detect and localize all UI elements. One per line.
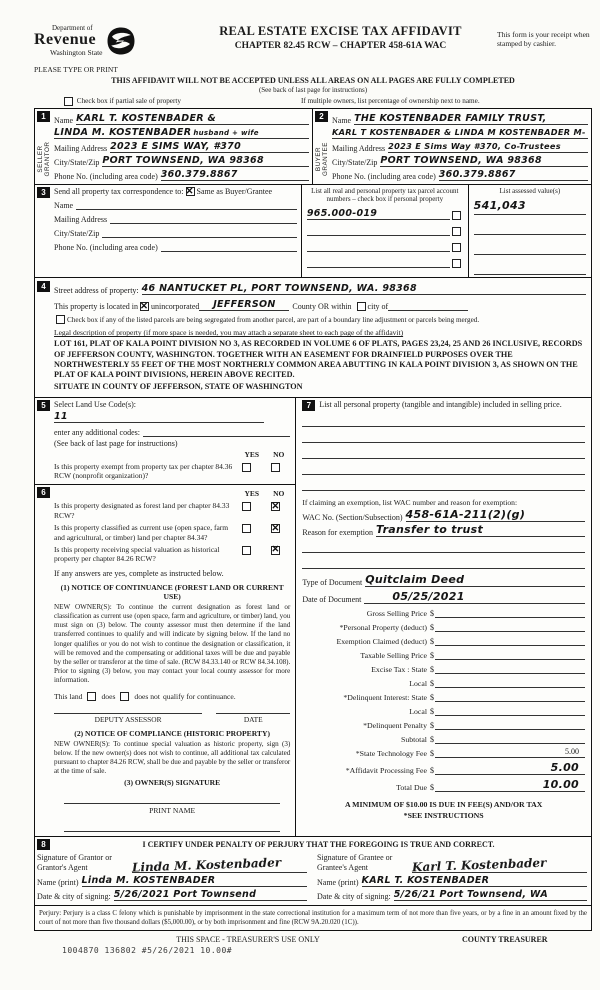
county-field[interactable]: JEFFERSON — [199, 299, 289, 311]
this-land-label: This land — [54, 691, 83, 701]
seller-mailing-label: Mailing Address — [54, 144, 108, 153]
wac-no-label: WAC No. (Section/Subsection) — [302, 512, 403, 522]
corr-city-field[interactable] — [102, 226, 297, 238]
grantee-signature-field[interactable]: Karl T. Kostenbader — [412, 858, 587, 873]
buyer-phone-field[interactable]: 360.379.8867 — [439, 169, 588, 181]
grantee-signature-block — [317, 852, 587, 900]
cashier-stamp: 1004870 136802 #5/26/2021 10.00# — [62, 946, 233, 955]
fee-row — [302, 747, 585, 758]
fee-amount-field[interactable] — [435, 677, 585, 688]
assessed-value-field[interactable] — [474, 259, 586, 275]
grantor-signature-field[interactable]: Linda M. Kostenbader — [132, 858, 307, 873]
section-3-badge: 3 — [37, 187, 50, 198]
fee-row — [302, 649, 585, 660]
assessed-value-field[interactable] — [474, 239, 586, 255]
fee-amount-field[interactable] — [435, 607, 585, 618]
personal-property-checkbox[interactable] — [452, 259, 461, 268]
buyer-section — [313, 109, 591, 184]
fee-label: Excise Tax : State — [371, 664, 427, 674]
personal-property-checkbox[interactable] — [452, 211, 461, 220]
fee-label: Taxable Selling Price — [360, 650, 427, 660]
section-1-badge: 1 — [37, 111, 50, 122]
segregated-checkbox[interactable] — [56, 315, 65, 324]
question-yes-checkbox[interactable] — [242, 524, 251, 533]
exempt-yes-checkbox[interactable] — [242, 463, 251, 472]
form-subtitle: CHAPTER 82.45 RCW – CHAPTER 458-61A WAC — [234, 41, 447, 51]
owners-signature-heading: (3) OWNER(S) SIGNATURE — [124, 778, 221, 788]
question-no-checkbox[interactable] — [271, 524, 280, 533]
fee-row — [302, 607, 585, 618]
partial-sale-checkbox[interactable] — [64, 97, 73, 106]
deputy-assessor-line[interactable]: DEPUTY ASSESSOR — [54, 713, 202, 724]
grantee-sig-label: Signature of Grantee or Grantee's Agent — [317, 853, 393, 873]
county-treasurer-label: COUNTY TREASURER — [462, 935, 548, 945]
land-use-code-section — [35, 398, 295, 486]
parcel-number-field[interactable] — [307, 240, 450, 252]
fee-label: Subtotal — [400, 734, 427, 744]
grantee-name-print-label: Name (print) — [317, 877, 359, 887]
property-address-section — [35, 278, 591, 397]
parcel-number-field[interactable]: 965.000-019 — [307, 208, 450, 220]
section-2-badge: 2 — [315, 111, 328, 122]
no-header: NO — [273, 449, 285, 459]
legal-description-label: Legal description of property (if more space is needed, you may attach a separate sheet to each page of the affidavit) — [54, 328, 404, 338]
corr-name-field[interactable] — [76, 198, 297, 210]
perjury-statute-note: Perjury: Perjury is a class C felony which is punishable by imprisonment in the state correctional institution for a maximum term of not more than five years, or by a fine in an amount fixed by the court of not more than five thousand dollars ($5,000.00), or by both imprisonment and fine (RCW 9A.20.020 (1C)). — [35, 905, 591, 931]
fee-label: *State Technology Fee — [355, 748, 427, 758]
corr-mailing-field[interactable] — [110, 212, 297, 224]
city-of-field[interactable] — [388, 299, 468, 311]
land-use-title: Select Land Use Code(s): — [54, 399, 136, 409]
unincorporated-checkbox[interactable] — [140, 302, 149, 311]
street-address-field[interactable]: 46 NANTUCKET PL, PORT TOWNSEND, WA. 98368 — [142, 283, 586, 295]
fee-label: Exemption Claimed (deduct) — [336, 636, 427, 646]
if-yes-note: If any answers are yes, complete as instructed below. — [54, 568, 224, 578]
type-of-document-field[interactable]: Quitclaim Deed — [365, 573, 585, 587]
buyer-name-field-2[interactable]: KARL T KOSTENBADER & LINDA M KOSTENBADER M- — [332, 127, 588, 139]
additional-codes-label: enter any additional codes: — [54, 427, 140, 437]
does-not-checkbox[interactable] — [120, 692, 129, 701]
corr-phone-label: Phone No. (including area code) — [54, 243, 158, 252]
classification-question-row — [54, 501, 290, 520]
print-name-line[interactable] — [64, 819, 280, 832]
seller-mailing-field[interactable]: 2023 E SIMS WAY, #370 — [110, 141, 309, 153]
see-back-note-2: (See back of last page for instructions) — [54, 438, 178, 448]
segregated-label: Check box if any of the listed parcels are being segregated from another parcel, are part of a boundary line adjustment or parcels being merged. — [67, 316, 480, 325]
additional-codes-field[interactable] — [143, 425, 290, 437]
reason-exemption-field[interactable]: Transfer to trust — [376, 523, 585, 537]
legal-description-text: LOT 161, PLAT OF KALA POINT DIVISION NO 3, AS RECORDED IN VOLUME 6 OF PLATS, PAGES 23,24, 25 AND 26 INCLUSIVE, RECORDS OF JEFFERSON COUNTY, WASHINGTON. TOGETHER WITH AN EASEMENT FOR DRAINFIELD PURPOSES OVER THE NORTHWESTERLY 55 FEET OF THE MOST NORTHERLY COMMON AREA ABUTTING IN KALA POINT DIVISION 3, AS SHOWN ON THE PLAT OF KALA POINT DIVISIONS, HEREIN ABOVE RECITED. — [54, 339, 583, 380]
personal-property-line[interactable] — [302, 447, 585, 459]
seller-section — [35, 109, 313, 184]
buyer-mailing-label: Mailing Address — [332, 144, 386, 153]
classification-question: Is this property receiving special valuation as historical property per chapter 84.26 RCW? — [54, 544, 220, 564]
assessed-header: List assessed value(s) — [499, 187, 561, 195]
seller-name-annotation: husband + wife — [193, 129, 259, 137]
please-type-or-print: PLEASE TYPE OR PRINT — [34, 65, 118, 74]
question-no-checkbox[interactable] — [271, 546, 280, 555]
personal-property-checkbox[interactable] — [452, 227, 461, 236]
buyer-city-field[interactable]: PORT TOWNSEND, WA 98368 — [380, 155, 588, 167]
dollar-sign: $ — [429, 636, 434, 646]
personal-property-line[interactable] — [302, 479, 585, 491]
seller-grantor-label: SELLER GRANTOR — [37, 141, 52, 177]
section-5-badge: 5 — [37, 400, 50, 411]
dept-of-label: Department of — [52, 24, 93, 32]
assessed-values-column — [469, 185, 591, 277]
fee-row — [302, 733, 585, 744]
revenue-wordmark: Revenue — [34, 31, 97, 48]
grantee-date-city-field[interactable]: 5/26/21 Port Townsend, WA — [394, 889, 587, 901]
dollar-sign: $ — [429, 608, 434, 618]
classification-question-row — [54, 545, 290, 564]
compliance-text: NEW OWNER(S): To continue special valuation as historic property, sign (3) below. If the new owner(s) does not wish to continue, all additional tax calculated pursuant to chapter 84.26 RCW, shall be due and payable by the seller or transferor at the time of sale. — [54, 739, 291, 776]
seller-name-label: Name — [54, 116, 74, 125]
assessed-value-field[interactable]: 541,043 — [474, 199, 586, 215]
buyer-phone-label: Phone No. (including area code) — [332, 172, 436, 181]
reason-exemption-label: Reason for exemption — [302, 527, 373, 537]
see-instructions-note: *SEE INSTRUCTIONS — [403, 810, 484, 820]
partial-sale-label: Check box if partial sale of property — [76, 97, 181, 106]
located-in-label: This property is located in — [54, 302, 138, 312]
seller-phone-label: Phone No. (including area code) — [54, 172, 158, 181]
date-of-document-field[interactable]: 05/25/2021 — [364, 590, 585, 604]
date-of-document-label: Date of Document — [302, 594, 362, 604]
revenue-swirl-logo-icon — [106, 26, 136, 56]
fee-row — [302, 691, 585, 702]
dollar-sign: $ — [429, 664, 434, 674]
dollar-sign: $ — [429, 734, 434, 744]
owners-signature-line[interactable] — [64, 791, 280, 804]
perjury-certification: I CERTIFY UNDER PENALTY OF PERJURY THAT THE FOREGOING IS TRUE AND CORRECT. — [142, 840, 495, 850]
classification-question: Is this property classified as current use (open space, farm and agricultural, or timber) land per chapter 84.34? — [54, 523, 229, 542]
grantor-signature-block — [37, 852, 307, 900]
fee-label: Gross Selling Price — [366, 608, 427, 618]
completion-warning: THIS AFFIDAVIT WILL NOT BE ACCEPTED UNLESS ALL AREAS ON ALL PAGES ARE FULLY COMPLETED — [111, 76, 515, 85]
seller-name-field[interactable]: KARL T. KOSTENBADER & — [76, 113, 309, 125]
same-as-buyer-label: Same as Buyer/Grantee — [196, 187, 273, 196]
fee-amount-field[interactable] — [435, 663, 585, 674]
does-checkbox[interactable] — [87, 692, 96, 701]
personal-property-line[interactable] — [302, 431, 585, 443]
parcel-row — [307, 240, 463, 252]
exempt-no-checkbox[interactable] — [271, 463, 280, 472]
grantor-date-city-field[interactable]: 5/26/2021 Port Townsend — [114, 889, 307, 901]
tax-correspondence-section — [35, 185, 591, 278]
fee-row — [302, 761, 585, 775]
buyer-city-label: City/State/Zip — [332, 158, 378, 167]
grantee-name-print-field[interactable]: KARL T. KOSTENBADER — [362, 875, 587, 887]
fee-amount-field[interactable] — [435, 691, 585, 702]
buyer-grantee-label: BUYER GRANTEE — [315, 142, 330, 176]
exemption-extra-line[interactable] — [302, 557, 585, 569]
dollar-sign: $ — [429, 678, 434, 688]
treasurer-use-only-label: THIS SPACE - TREASURER'S USE ONLY — [176, 935, 320, 945]
seller-name-field-2[interactable]: LINDA M. KOSTENBADER husband + wife — [54, 127, 309, 139]
dollar-sign: $ — [429, 748, 434, 758]
form-title: REAL ESTATE EXCISE TAX AFFIDAVIT — [219, 24, 462, 38]
minimum-due-note: A MINIMUM OF $10.00 IS DUE IN FEE(S) AND/OR TAX — [344, 799, 543, 809]
dor-logo-block — [34, 24, 184, 74]
certification-section — [35, 837, 591, 904]
fee-amount-field[interactable]: 5.00 — [435, 761, 585, 775]
no-header-2: NO — [273, 489, 285, 499]
seller-phone-field[interactable]: 360.379.8867 — [161, 169, 309, 181]
section-7-badge: 7 — [302, 400, 315, 411]
corr-city-label: City/State/Zip — [54, 229, 100, 238]
yes-header-2: YES — [244, 489, 260, 499]
fee-row — [302, 635, 585, 646]
parcel-row — [307, 208, 463, 220]
street-address-label: Street address of property: — [54, 286, 139, 296]
fee-amount-field[interactable] — [435, 705, 585, 716]
seller-city-field[interactable]: PORT TOWNSEND, WA 98368 — [102, 155, 309, 167]
buyer-name-field[interactable]: THE KOSTENBADER FAMILY TRUST, — [354, 113, 588, 125]
grantor-sig-label: Signature of Grantor or Grantor's Agent — [37, 853, 112, 873]
classification-question-row — [54, 523, 290, 542]
parcel-row — [307, 256, 463, 268]
corr-name-label: Name — [54, 201, 74, 210]
parcel-number-field[interactable] — [307, 256, 450, 268]
form-body — [34, 108, 592, 931]
dollar-sign: $ — [429, 622, 434, 632]
fee-amount-field[interactable] — [435, 635, 585, 646]
personal-property-line[interactable] — [302, 415, 585, 427]
seller-city-label: City/State/Zip — [54, 158, 100, 167]
city-of-label: city of — [367, 302, 389, 312]
does-not-label: does not — [134, 691, 160, 701]
fee-amount-field[interactable]: 5.00 — [435, 747, 585, 758]
corr-phone-field[interactable] — [161, 240, 297, 252]
personal-property-section — [296, 398, 591, 837]
fee-label: *Affidavit Processing Fee — [345, 765, 427, 775]
print-name-label: PRINT NAME — [149, 806, 196, 816]
fee-label: *Personal Property (deduct) — [339, 622, 427, 632]
personal-property-line[interactable] — [302, 463, 585, 475]
fee-row — [302, 663, 585, 674]
fee-row — [302, 677, 585, 688]
dollar-sign: $ — [429, 650, 434, 660]
continuance-title: (1) NOTICE OF CONTINUANCE (FOREST LAND OR CURRENT USE) — [60, 582, 284, 601]
question-no-checkbox[interactable] — [271, 502, 280, 511]
exemption-extra-line[interactable] — [302, 541, 585, 553]
section-8-badge: 8 — [37, 839, 50, 850]
section-6-badge: 6 — [37, 487, 50, 498]
multiple-owners-note: If multiple owners, list percentage of ownership next to name. — [300, 97, 480, 105]
yes-header: YES — [244, 449, 260, 459]
parcel-numbers-column — [302, 185, 469, 277]
fee-row — [302, 621, 585, 632]
qualify-label: qualify for continuance. — [162, 691, 236, 701]
buyer-mailing-field[interactable]: 2023 E Sims Way #370, Co-Trustees — [388, 141, 588, 153]
grantor-name-print-label: Name (print) — [37, 877, 79, 887]
compliance-title: (2) NOTICE OF COMPLIANCE (HISTORIC PROPERTY) — [74, 728, 270, 738]
fee-amount-field[interactable] — [435, 719, 585, 730]
parcel-number-field[interactable] — [307, 224, 450, 236]
does-label: does — [101, 691, 116, 701]
fee-label: Local — [409, 678, 427, 688]
partial-sale-row — [62, 97, 181, 106]
exemption-claim-label: If claiming an exemption, list WAC number and reason for exemption: — [302, 497, 518, 507]
unincorporated-label: unincorporated — [150, 302, 200, 312]
fee-label: Total Due — [396, 782, 427, 792]
fee-label: *Delinquent Interest: State — [343, 692, 427, 702]
classification-section — [35, 485, 295, 836]
type-of-document-label: Type of Document — [302, 577, 363, 587]
fee-label: Local — [409, 706, 427, 716]
legal-description-situate: SITUATE IN COUNTY OF JEFFERSON, STATE OF WASHINGTON — [54, 382, 303, 392]
date-line[interactable]: DATE — [216, 713, 290, 724]
fee-row — [302, 719, 585, 730]
question-yes-checkbox[interactable] — [242, 546, 251, 555]
buyer-name-label: Name — [332, 116, 352, 125]
assessed-value-field[interactable] — [474, 219, 586, 235]
form-header — [34, 24, 592, 74]
continuance-text: NEW OWNER(S): To continue the current designation as forest land or classification as current use (open space, farm and agriculture, or timber) land, you must sign on (3) below. The county assessor must then determine if the land transferred continues to qualify and will indicate by signing below. If the land no longer qualifies or you do not wish to continue the designation or classification, it will be removed and the compensating or additional taxes will be due and payable by the seller or transferor at the time of sale. (RCW 84.33.140 or RCW 84.34.108). Prior to signing (3) below, you may contact your local county assessor for more information. — [54, 602, 291, 685]
county-or-within-label: County OR within — [292, 302, 352, 312]
corr-mailing-label: Mailing Address — [54, 215, 108, 224]
fee-row — [302, 705, 585, 716]
fee-amount-field[interactable] — [435, 621, 585, 632]
grantor-date-city-label: Date & city of signing: — [37, 891, 111, 901]
dollar-sign: $ — [429, 782, 434, 792]
receipt-note: This form is your receipt when stamped by cashier. — [497, 30, 590, 48]
land-use-code-field[interactable]: 11 — [54, 411, 264, 423]
fee-amount-field[interactable] — [435, 649, 585, 660]
dollar-sign: $ — [429, 765, 434, 775]
city-of-checkbox[interactable] — [357, 302, 366, 311]
same-as-buyer-checkbox[interactable] — [186, 187, 195, 196]
question-yes-checkbox[interactable] — [242, 502, 251, 511]
see-back-note: (See back of last page for instructions) — [258, 86, 368, 94]
classification-question: Is this property designated as forest land per chapter 84.33 RCW? — [54, 501, 230, 520]
fee-amount-field[interactable]: 10.00 — [435, 778, 585, 792]
correspondence-label: Send all property tax correspondence to: — [54, 187, 184, 196]
wac-no-field[interactable]: 458-61A-211(2)(g) — [406, 508, 585, 522]
fee-amount-field[interactable] — [435, 733, 585, 744]
dollar-sign: $ — [429, 706, 434, 716]
section-4-badge: 4 — [37, 281, 50, 292]
grantor-name-print-field[interactable]: Linda M. KOSTENBADER — [82, 875, 307, 887]
personal-property-title: List all personal property (tangible and intangible) included in selling price. — [319, 399, 562, 409]
dollar-sign: $ — [429, 692, 434, 702]
grantee-date-city-label: Date & city of signing: — [317, 891, 391, 901]
parcel-row — [307, 224, 463, 236]
parcel-header: List all real and personal property tax parcel account numbers – check box if personal property — [311, 187, 459, 204]
exempt-question: Is this property exempt from property tax per chapter 84.36 RCW (nonprofit organization)? — [54, 461, 233, 481]
personal-property-checkbox[interactable] — [452, 243, 461, 252]
washington-state-label: Washington State — [50, 48, 103, 57]
fee-row — [302, 778, 585, 792]
fee-label: *Delinquent Penalty — [363, 720, 427, 730]
dollar-sign: $ — [429, 720, 434, 730]
